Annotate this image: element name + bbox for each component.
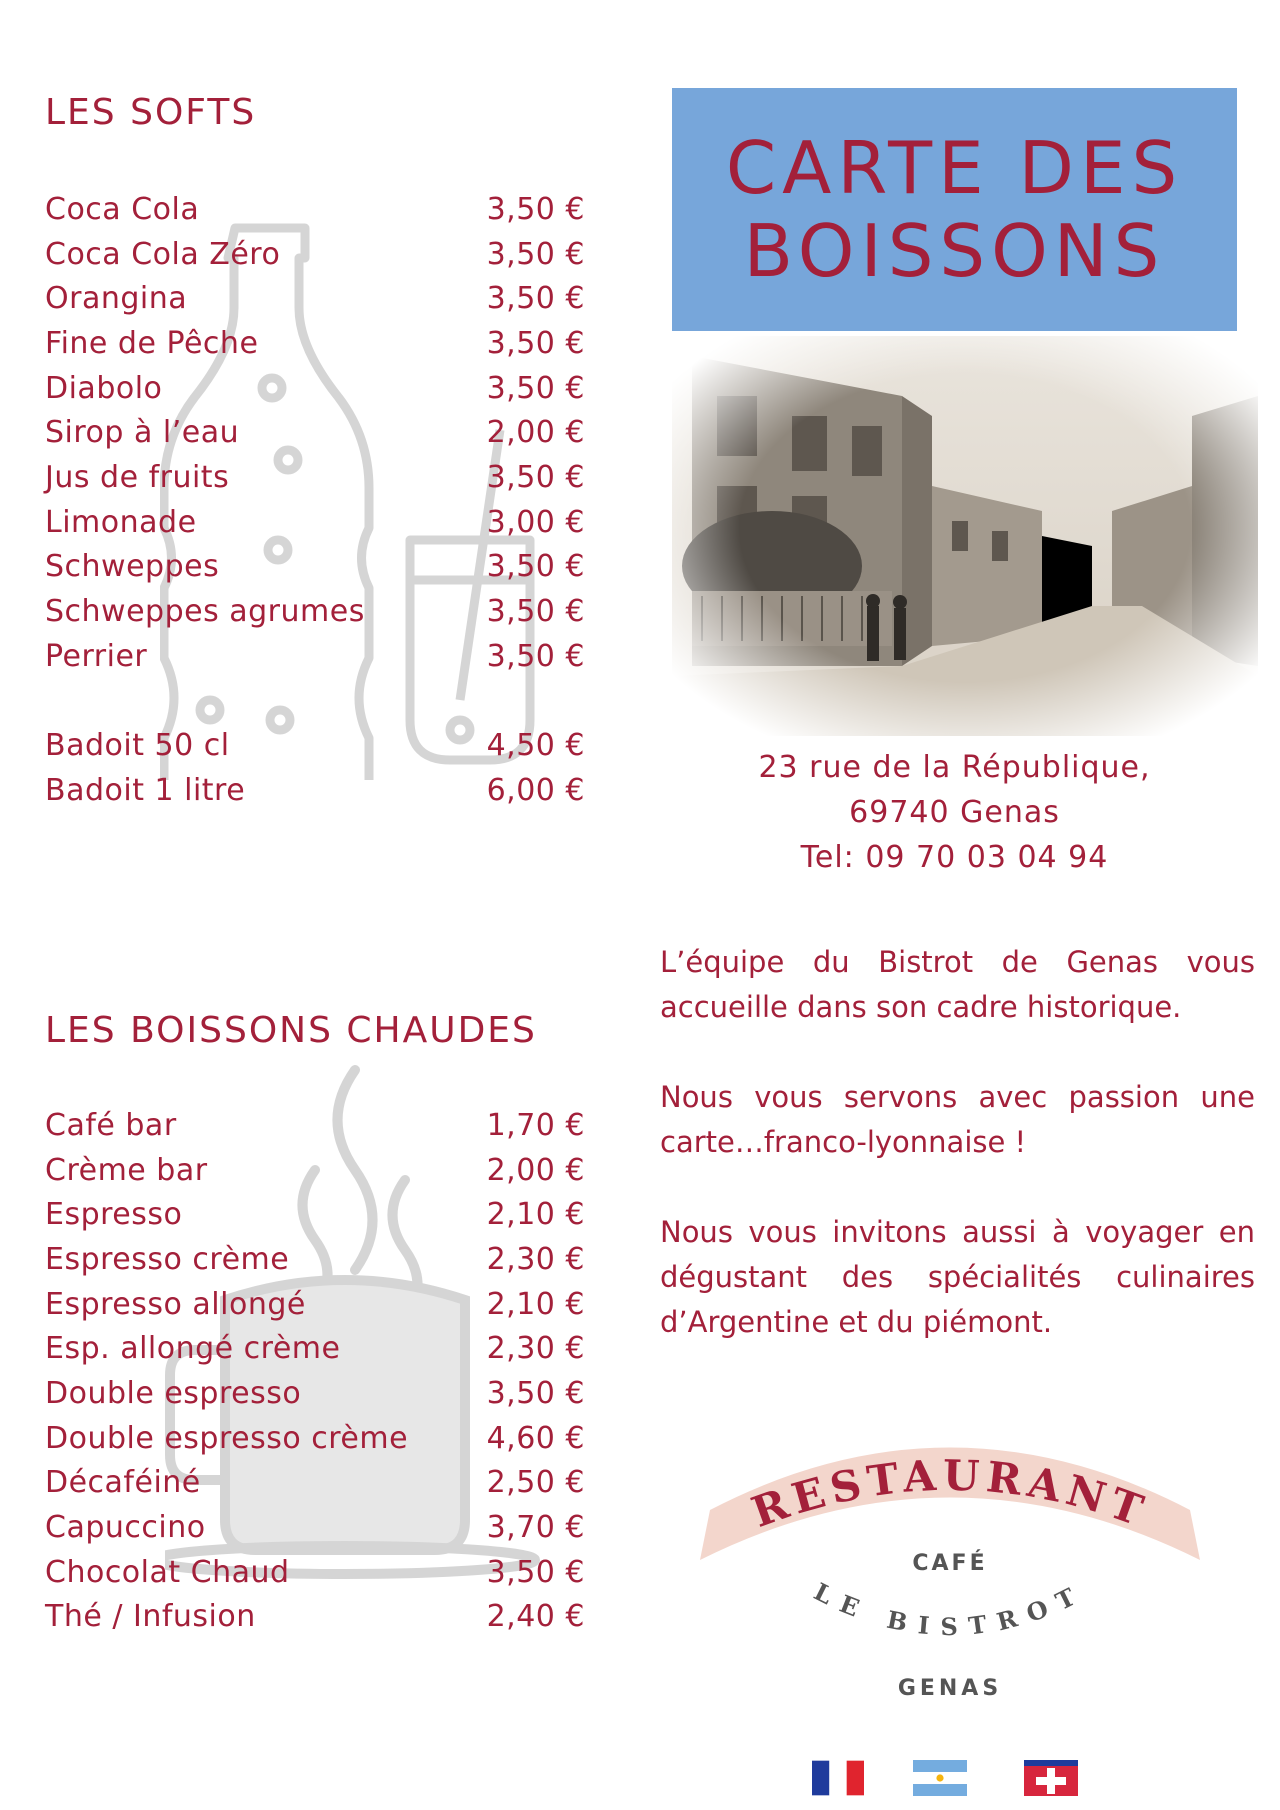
menu-item bbox=[45, 1103, 585, 1148]
item-name: Espresso crème bbox=[45, 1241, 290, 1277]
item-name: Jus de fruits bbox=[45, 459, 230, 495]
menu-item bbox=[45, 1326, 585, 1371]
intro-paragraph: Nous vous invitons aussi à voyager en dégustant des spécialités culinaires d’Argentine et du piémont. bbox=[660, 1215, 1255, 1339]
item-name: Limonade bbox=[45, 504, 197, 540]
intro-paragraph: Nous vous servons avec passion une carte…franco-lyonnaise ! bbox=[660, 1080, 1255, 1159]
menu-item bbox=[45, 1371, 585, 1416]
item-name: Espresso allongé bbox=[45, 1286, 306, 1322]
intro-text bbox=[660, 940, 1255, 1390]
item-name: Espresso bbox=[45, 1197, 183, 1233]
item-price: 2,00 € bbox=[486, 415, 585, 451]
item-name: Schweppes bbox=[45, 549, 220, 585]
item-price: 3,00 € bbox=[486, 504, 585, 540]
menu-item bbox=[45, 276, 585, 321]
item-price: 2,10 € bbox=[486, 1286, 585, 1322]
item-price: 3,50 € bbox=[486, 594, 585, 630]
item-price: 3,50 € bbox=[486, 370, 585, 406]
item-price: 1,70 € bbox=[486, 1107, 585, 1143]
item-price: 3,50 € bbox=[486, 236, 585, 272]
menu-item bbox=[45, 1550, 585, 1595]
item-price: 6,00 € bbox=[486, 772, 585, 808]
item-price: 2,30 € bbox=[486, 1331, 585, 1367]
intro-paragraph: L’équipe du Bistrot de Genas vous accueille dans son cadre historique. bbox=[660, 945, 1255, 1024]
item-price: 2,50 € bbox=[486, 1465, 585, 1501]
menu-item bbox=[45, 1416, 585, 1461]
item-price: 3,50 € bbox=[486, 549, 585, 585]
item-price: 3,50 € bbox=[486, 1375, 585, 1411]
flag-france-icon bbox=[812, 1760, 864, 1796]
address-block bbox=[672, 745, 1237, 880]
item-price: 3,50 € bbox=[486, 191, 585, 227]
item-name: Crème bar bbox=[45, 1152, 208, 1188]
menu-item bbox=[45, 1192, 585, 1237]
menu-item bbox=[45, 1237, 585, 1282]
menu-item bbox=[45, 768, 585, 813]
menu-item bbox=[45, 1461, 585, 1506]
item-name: Chocolat Chaud bbox=[45, 1554, 290, 1590]
item-name: Fine de Pêche bbox=[45, 325, 259, 361]
item-price: 3,50 € bbox=[486, 325, 585, 361]
item-price: 3,50 € bbox=[486, 1554, 585, 1590]
item-name: Thé / Infusion bbox=[45, 1599, 256, 1635]
street-address: 23 rue de la République, bbox=[758, 750, 1151, 785]
phone-number: Tel: 09 70 03 04 94 bbox=[800, 840, 1109, 875]
item-name: Badoit 1 litre bbox=[45, 772, 246, 808]
menu-title-line2: BOISSONS bbox=[743, 208, 1166, 293]
item-price: 2,30 € bbox=[486, 1241, 585, 1277]
item-price: 3,50 € bbox=[486, 281, 585, 317]
item-name: Esp. allongé crème bbox=[45, 1331, 341, 1367]
restaurant-logo bbox=[690, 1440, 1210, 1710]
menu-item bbox=[45, 455, 585, 500]
menu-item bbox=[45, 366, 585, 411]
flags-row bbox=[812, 1760, 1082, 1800]
item-name: Coca Cola Zéro bbox=[45, 236, 281, 272]
softs-section-title: LES SOFTS bbox=[45, 92, 257, 133]
item-name: Double espresso crème bbox=[45, 1420, 409, 1456]
flag-argentina-icon bbox=[912, 1760, 968, 1796]
logo-cafe-text: CAFÉ bbox=[912, 1551, 988, 1576]
item-name: Coca Cola bbox=[45, 191, 200, 227]
menu-item bbox=[45, 545, 585, 590]
menu-item bbox=[45, 321, 585, 366]
menu-item bbox=[45, 410, 585, 455]
menu-item bbox=[45, 589, 585, 634]
hot-drinks-section-title: LES BOISSONS CHAUDES bbox=[45, 1010, 537, 1051]
item-name: Sirop à l’eau bbox=[45, 415, 240, 451]
postal-city: 69740 Genas bbox=[849, 795, 1060, 830]
flag-piedmont-icon bbox=[1024, 1760, 1078, 1796]
menu-title-box bbox=[672, 88, 1237, 331]
historic-street-photo bbox=[672, 336, 1258, 736]
item-price: 4,50 € bbox=[486, 728, 585, 764]
menu-item bbox=[45, 187, 585, 232]
item-name: Décaféiné bbox=[45, 1465, 201, 1501]
softs-list bbox=[45, 187, 585, 813]
item-price: 3,50 € bbox=[486, 638, 585, 674]
item-name: Café bar bbox=[45, 1107, 177, 1143]
menu-item bbox=[45, 1595, 585, 1640]
menu-item bbox=[45, 723, 585, 768]
hot-drinks-list bbox=[45, 1103, 585, 1639]
item-price: 2,00 € bbox=[486, 1152, 585, 1188]
item-price: 3,70 € bbox=[486, 1510, 585, 1546]
item-name: Diabolo bbox=[45, 370, 163, 406]
menu-title-line1: CARTE DES bbox=[725, 125, 1184, 210]
item-name: Badoit 50 cl bbox=[45, 728, 230, 764]
item-price: 4,60 € bbox=[486, 1420, 585, 1456]
item-name: Orangina bbox=[45, 281, 188, 317]
item-name: Schweppes agrumes bbox=[45, 594, 365, 630]
menu-item bbox=[45, 1505, 585, 1550]
item-price: 2,40 € bbox=[486, 1599, 585, 1635]
logo-city-text: GENAS bbox=[897, 1676, 1003, 1701]
menu-item bbox=[45, 232, 585, 277]
item-price: 3,50 € bbox=[486, 459, 585, 495]
menu-item bbox=[45, 1148, 585, 1193]
menu-item bbox=[45, 634, 585, 679]
item-price: 2,10 € bbox=[486, 1197, 585, 1233]
item-name: Perrier bbox=[45, 638, 148, 674]
menu-item bbox=[45, 1282, 585, 1327]
item-name: Capuccino bbox=[45, 1510, 206, 1546]
item-name: Double espresso bbox=[45, 1375, 302, 1411]
logo-bistrot-text: LE BISTROT bbox=[809, 1576, 1091, 1642]
logo-banner-text: RESTAURANT bbox=[745, 1450, 1155, 1537]
menu-item bbox=[45, 500, 585, 545]
